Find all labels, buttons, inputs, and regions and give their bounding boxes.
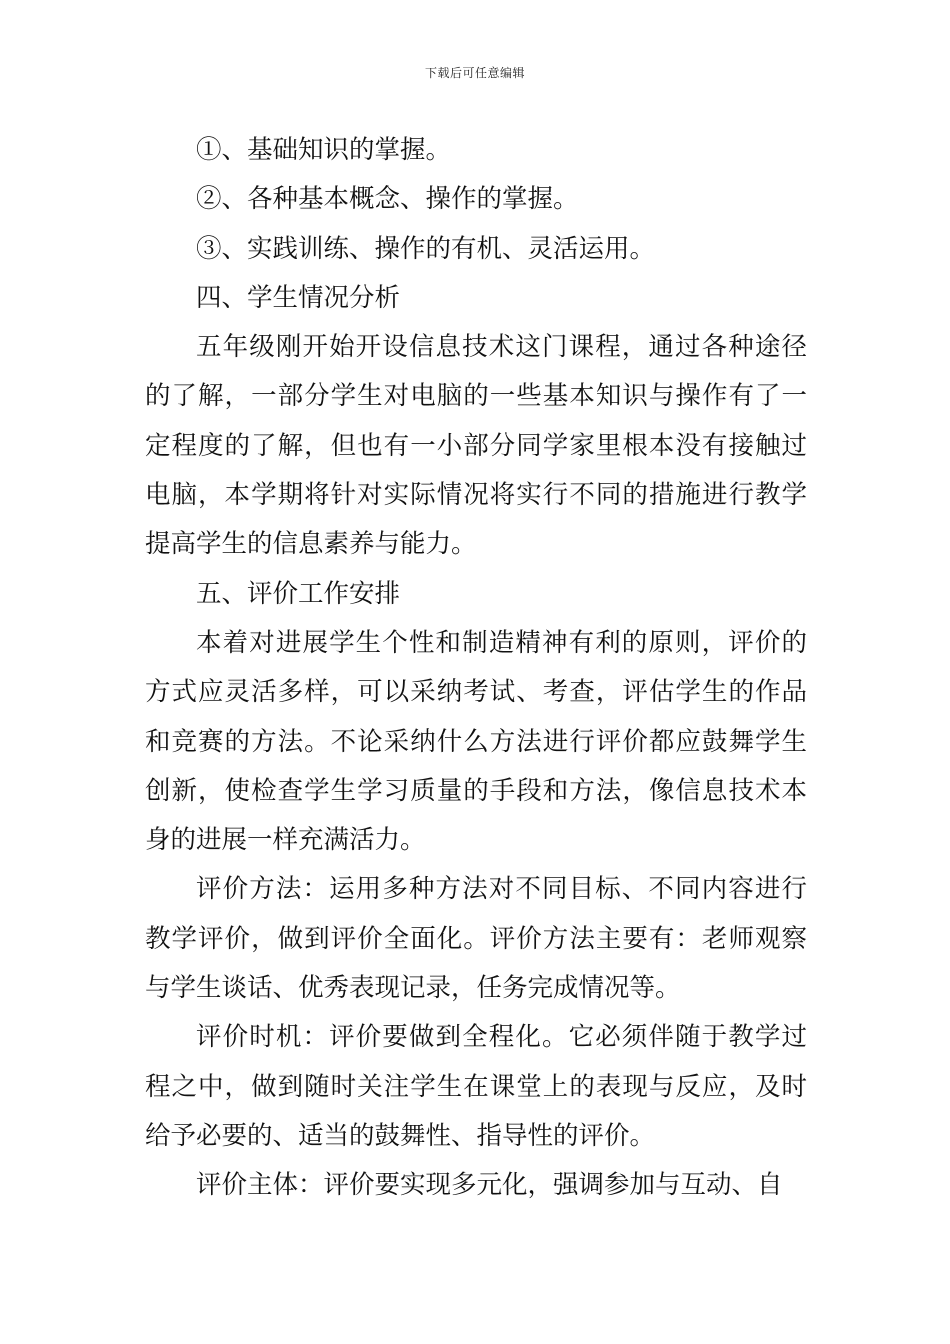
paragraph-evaluation-principle: 本着对进展学生个性和制造精神有利的原则，评价的方式应灵活多样，可以采纳考试、考查，评估学生的作品和竞赛的方法。不论采纳什么方法进行评价都应鼓舞学生创新，使检查学生学习质量的手段和方法，像信息技术本身的进展一样充满活力。 bbox=[145, 627, 807, 856]
document-body bbox=[145, 126, 807, 1211]
paragraph-evaluation-subject: 评价主体：评价要实现多元化，强调参加与互动、自 bbox=[196, 1170, 783, 1201]
section-heading-student-analysis: 四、学生情况分析 bbox=[196, 282, 401, 313]
paragraph-student-analysis: 五年级刚开始开设信息技术这门课程，通过各种途径的了解，一部分学生对电脑的一些基本知识与操作有了一定程度的了解，但也有一小部分同学家里根本没有接触过电脑，本学期将针对实际情况将实行不同的措施进行教学提高学生的信息素养与能力。 bbox=[145, 332, 807, 560]
page-header: 下载后可任意编辑 bbox=[424, 66, 525, 80]
list-item-basic-knowledge: ①、基础知识的掌握。 bbox=[196, 135, 452, 165]
paragraph-evaluation-method: 评价方法：运用多种方法对不同目标、不同内容进行教学评价，做到评价全面化。评价方法主要有：老师观察与学生谈话、优秀表现记录，任务完成情况等。 bbox=[145, 874, 807, 1004]
section-heading-evaluation-arrangement: 五、评价工作安排 bbox=[196, 578, 401, 609]
list-item-basic-concepts: ②、各种基本概念、操作的掌握。 bbox=[196, 184, 579, 215]
list-item-practice-training: ③、实践训练、操作的有机、灵活运用。 bbox=[196, 233, 656, 264]
paragraph-evaluation-timing: 评价时机：评价要做到全程化。它必须伴随于教学过程之中，做到随时关注学生在课堂上的表现与反应，及时给予必要的、适当的鼓舞性、指导性的评价。 bbox=[145, 1022, 807, 1151]
